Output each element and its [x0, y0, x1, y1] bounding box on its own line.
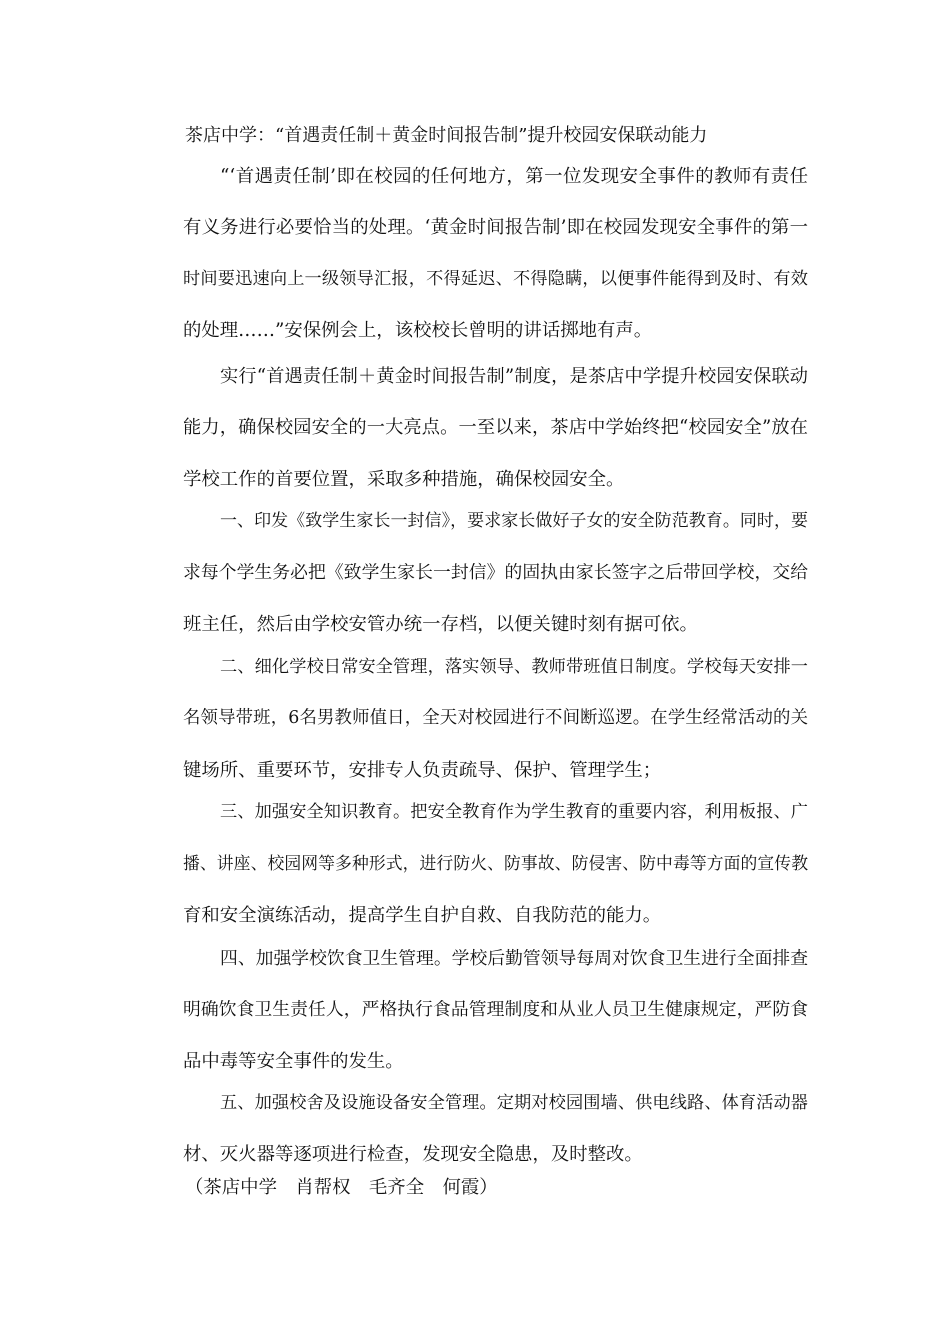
- paragraph-line: 能力，确保校园安全的一大亮点。一至以来，茶店中学始终把“校园安全”放在: [183, 417, 808, 439]
- paragraph-line: 明确饮食卫生责任人，严格执行食品管理制度和从业人员卫生健康规定，严防食: [183, 999, 808, 1021]
- article-title: 茶店中学：“首遇责任制＋黄金时间报告制”提升校园安保联动能力: [185, 125, 708, 146]
- paragraph-line: 一、印发《致学生家长一封信》，要求家长做好子女的安全防范教育。同时，要: [220, 511, 808, 531]
- paragraph-line: “‘首遇责任制’即在校园的任何地方，第一位发现安全事件的教师有责任: [220, 166, 808, 187]
- paragraph-line: 名领导带班，6名男教师值日，全天对校园进行不间断巡逻。在学生经常活动的关: [183, 708, 808, 729]
- paragraph-4: [146, 642, 808, 796]
- paragraph-line: 的处理……”安保例会上，该校校长曾明的讲话掷地有声。: [183, 320, 653, 342]
- paragraph-line: 材、灭火器等逐项进行检查，发现安全隐患，及时整改。: [183, 1144, 643, 1166]
- paragraph-7: [146, 1078, 808, 1181]
- paragraph-line: 班主任，然后由学校安管办统一存档，以便关键时刻有据可依。: [183, 613, 698, 635]
- paragraph-1: [146, 151, 808, 357]
- paragraph-5: [146, 787, 808, 941]
- paragraph-2: [146, 351, 808, 505]
- paragraph-line: 键场所、重要环节，安排专人负责疏导、保护、管理学生；: [183, 759, 662, 781]
- author-signature: （茶店中学 肖帮权 毛齐全 何霞）: [185, 1177, 498, 1198]
- paragraph-line: 有义务进行必要恰当的处理。‘黄金时间报告制’即在校园发现安全事件的第一: [183, 217, 808, 239]
- paragraph-line: 品中毒等安全事件的发生。: [183, 1050, 404, 1072]
- paragraph-line: 时间要迅速向上一级领导汇报，不得延迟、不得隐瞒，以便事件能得到及时、有效: [183, 268, 808, 289]
- paragraph-6: [146, 933, 808, 1087]
- paragraph-line: 实行“首遇责任制＋黄金时间报告制”制度，是茶店中学提升校园安保联动: [220, 366, 808, 387]
- paragraph-line: 四、加强学校饮食卫生管理。学校后勤管领导每周对饮食卫生进行全面排查: [220, 948, 808, 969]
- paragraph-line: 三、加强安全知识教育。把安全教育作为学生教育的重要内容，利用板报、广: [220, 802, 808, 822]
- paragraph-line: 学校工作的首要位置，采取多种措施，确保校园安全。: [183, 468, 625, 490]
- paragraph-3: [146, 496, 808, 650]
- paragraph-line: 播、讲座、校园网等多种形式，进行防火、防事故、防侵害、防中毒等方面的宣传教: [183, 853, 808, 874]
- paragraph-line: 育和安全演练活动，提高学生自护自救、自我防范的能力。: [183, 904, 662, 926]
- paragraph-line: 求每个学生务必把《致学生家长一封信》的固执由家长签字之后带回学校，交给: [183, 562, 808, 584]
- paragraph-line: 二、细化学校日常安全管理，落实领导、教师带班值日制度。学校每天安排一: [220, 657, 808, 677]
- paragraph-line: 五、加强校舍及设施设备安全管理。定期对校园围墙、供电线路、体育活动器: [220, 1093, 808, 1113]
